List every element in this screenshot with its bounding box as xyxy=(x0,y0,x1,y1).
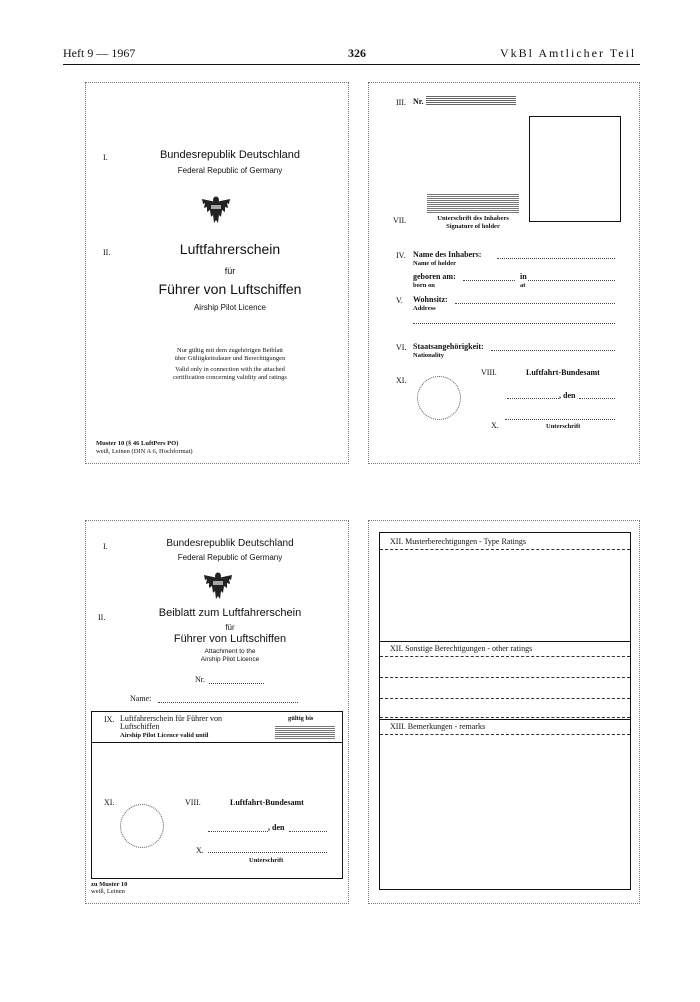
validity-divider xyxy=(92,742,342,743)
signature-caption: Unterschrift xyxy=(546,423,581,430)
fuer-text: für xyxy=(225,623,235,632)
attachment-subtitle: Führer von Luftschiffen xyxy=(173,633,287,645)
muster-footer-2: weiß, Leinen xyxy=(91,888,125,895)
place-label-en: at xyxy=(520,282,526,289)
licence-holder-panel xyxy=(368,82,640,464)
licence-cover-panel xyxy=(85,82,349,464)
type-ratings-heading: XII. Musterberechtigungen - Type Ratings xyxy=(390,537,526,546)
address-label-en: Address xyxy=(413,305,436,312)
note-de-1: Nur gültig mit dem zugehörigen Beiblatt xyxy=(177,347,283,354)
signature-label-de: Unterschrift des Inhabers xyxy=(437,215,509,222)
roman-ii: II. xyxy=(98,613,106,622)
roman-iii: III. xyxy=(396,98,406,107)
den-label: , den xyxy=(559,391,576,400)
attachment-en-1: Attachment to the xyxy=(204,648,256,655)
nationality-label-en: Nationality xyxy=(413,352,445,359)
muster-footer-2: weiß, Leinen (DIN A 6, Hochformat) xyxy=(96,448,193,455)
address-label: Wohnsitz: xyxy=(413,295,448,304)
note-de-2: über Gültigkeitsdauer und Berechtigungen xyxy=(174,355,286,362)
name-label: Name: xyxy=(130,694,152,703)
roman-xi: XI. xyxy=(396,376,407,385)
licence-subtitle: Führer von Luftschiffen xyxy=(158,281,302,297)
licence-title: Luftfahrerschein xyxy=(179,241,281,257)
seal-circle xyxy=(120,804,164,848)
header-rule xyxy=(63,64,640,65)
authority-label: Luftfahrt-Bundesamt xyxy=(526,368,600,377)
date-line xyxy=(579,398,615,399)
signature-line xyxy=(208,852,327,853)
den-label: , den xyxy=(268,823,285,832)
ix-label-de-1: Luftfahrerschein für Führer von xyxy=(120,714,222,723)
header-left: Heft 9 — 1967 xyxy=(63,46,136,60)
attachment-panel xyxy=(85,520,349,904)
photo-box xyxy=(529,116,621,222)
born-line xyxy=(463,280,515,281)
country-de: Bundesrepublik Deutschland xyxy=(166,538,294,549)
country-de: Bundesrepublik Deutschland xyxy=(159,149,301,161)
roman-ix: IX. xyxy=(104,715,115,724)
signature-caption: Unterschrift xyxy=(249,857,284,864)
other-ratings-rule-1 xyxy=(380,656,630,657)
nr-field xyxy=(426,95,516,105)
country-en: Federal Republic of Germany xyxy=(177,166,283,175)
nationality-line xyxy=(491,350,615,351)
holder-name-label-en: Name of holder xyxy=(413,260,456,267)
other-ratings-heading: XII. Sonstige Berechtigungen - other ratings xyxy=(390,644,533,653)
roman-viii: VIII. xyxy=(481,368,497,377)
place-label: in xyxy=(520,272,527,281)
other-ratings-rule-3 xyxy=(380,698,630,699)
federal-eagle-icon xyxy=(199,193,233,227)
nr-line xyxy=(209,683,264,684)
address-line-2 xyxy=(413,323,615,324)
address-line xyxy=(455,303,615,304)
roman-i: I. xyxy=(103,153,108,162)
note-en-1: Valid only in connection with the attached xyxy=(175,366,285,373)
roman-v: V. xyxy=(396,296,403,305)
validity-box xyxy=(91,711,343,879)
roman-ii: II. xyxy=(103,248,111,257)
place-line xyxy=(528,280,615,281)
ix-label-en: Airship Pilot Licence valid until xyxy=(120,732,209,739)
note-en-2: certification concerning validity and ratings xyxy=(173,374,287,381)
born-label: geboren am: xyxy=(413,272,456,281)
other-ratings-rule-4 xyxy=(380,717,630,718)
country-en: Federal Republic of Germany xyxy=(177,553,283,562)
nationality-label: Staatsangehörigkeit: xyxy=(413,342,484,351)
section-divider-1 xyxy=(380,641,630,642)
remarks-heading: XIII. Bemerkungen - remarks xyxy=(390,722,486,731)
ix-label-de-2: Luftschiffen xyxy=(120,722,160,731)
header-right: VkBl Amtlicher Teil xyxy=(500,46,637,60)
roman-x: X. xyxy=(491,421,499,430)
born-label-en: born on xyxy=(413,282,435,289)
signature-line xyxy=(505,419,615,420)
name-line xyxy=(158,702,298,703)
page-number: 326 xyxy=(348,46,366,60)
holder-name-line xyxy=(497,258,615,259)
attachment-title: Beiblatt zum Luftfahrerschein xyxy=(158,607,302,619)
nr-label: Nr. xyxy=(413,97,424,106)
attachment-en-2: Airship Pilot Licence xyxy=(200,656,260,663)
roman-i: I. xyxy=(103,542,108,551)
muster-footer-1: zu Muster 10 xyxy=(91,881,128,888)
roman-xi: XI. xyxy=(104,798,115,807)
date-line xyxy=(289,831,327,832)
ratings-panel xyxy=(368,520,640,904)
section-divider-2 xyxy=(380,719,630,720)
signature-field xyxy=(427,193,519,213)
valid-until-field xyxy=(275,725,335,739)
holder-name-label: Name des Inhabers: xyxy=(413,250,482,259)
ratings-box xyxy=(379,532,631,890)
other-ratings-rule-2 xyxy=(380,677,630,678)
nr-label: Nr. xyxy=(195,675,205,684)
authority-label: Luftfahrt-Bundesamt xyxy=(230,798,304,807)
roman-x: X. xyxy=(196,846,204,855)
federal-eagle-icon xyxy=(201,569,235,603)
roman-viii: VIII. xyxy=(185,798,201,807)
roman-vii: VII. xyxy=(393,216,407,225)
remarks-rule xyxy=(380,734,630,735)
place-date-line xyxy=(208,831,268,832)
roman-iv: IV. xyxy=(396,251,406,260)
fuer-text: für xyxy=(224,266,236,276)
place-date-line xyxy=(507,398,559,399)
type-ratings-rule xyxy=(380,549,630,550)
seal-circle xyxy=(417,376,461,420)
valid-until-label: gültig bis xyxy=(288,715,314,722)
signature-label-en: Signature of holder xyxy=(446,223,500,230)
roman-vi: VI. xyxy=(396,343,407,352)
licence-title-en: Airship Pilot Licence xyxy=(193,303,267,312)
muster-footer-1: Muster 10 (§ 46 LuftPers PO) xyxy=(96,440,179,447)
